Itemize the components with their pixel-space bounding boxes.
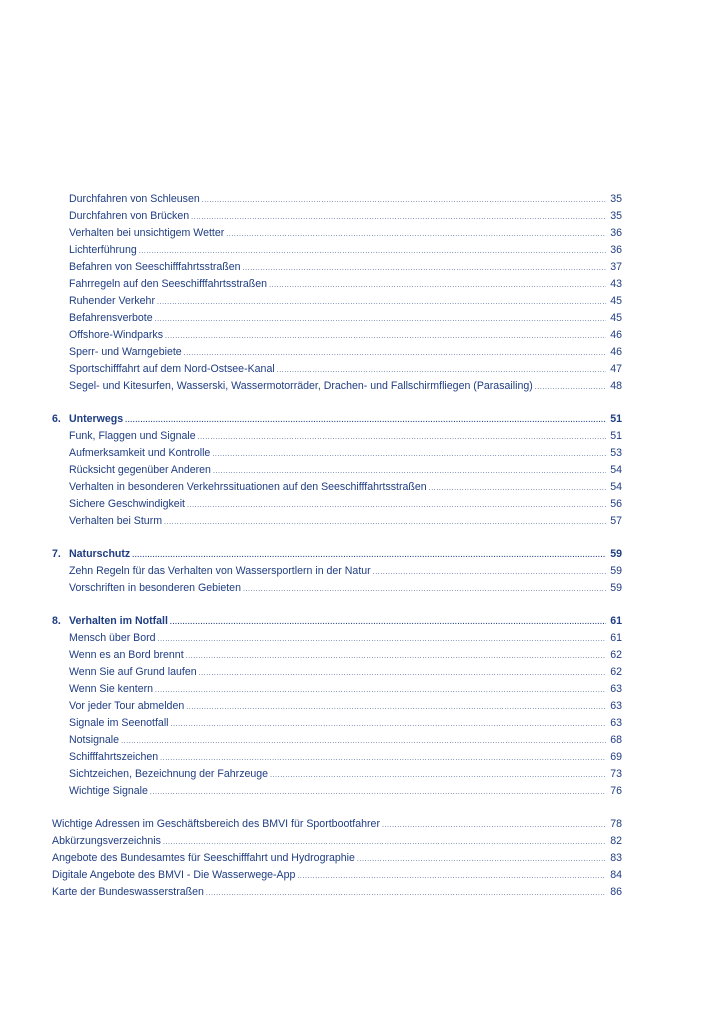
dot-leader	[165, 328, 606, 345]
section-spacer	[52, 395, 622, 411]
dot-leader	[184, 345, 606, 362]
toc-entry-row[interactable]	[52, 681, 622, 698]
toc-entry-page-number: 47	[610, 363, 622, 375]
toc-entry-label: Befahrensverbote	[69, 312, 153, 324]
chapter-number: 6.	[52, 413, 61, 425]
toc-entry-page-number: 78	[610, 818, 622, 830]
toc-entry-page-number: 59	[610, 565, 622, 577]
dot-leader	[213, 463, 606, 480]
toc-entry-label: Schifffahrtszeichen	[69, 751, 159, 763]
dot-leader	[157, 294, 606, 311]
toc-entry-row[interactable]	[52, 664, 622, 681]
toc-entry-page-number: 62	[610, 666, 622, 678]
toc-entry-row[interactable]	[52, 242, 622, 259]
toc-entry-page-number: 46	[610, 329, 622, 341]
dot-leader	[132, 547, 606, 564]
toc-entry-page-number: 68	[610, 734, 622, 746]
toc-entry-label: Ruhender Verkehr	[69, 295, 155, 307]
dot-leader	[277, 362, 606, 379]
dot-leader	[206, 885, 606, 902]
dot-leader	[158, 631, 606, 648]
dot-leader	[191, 209, 606, 226]
toc-entry-row[interactable]	[52, 833, 622, 850]
toc-entry-row[interactable]	[52, 310, 622, 327]
dot-leader	[373, 564, 606, 581]
toc-entry-label: Wichtige Signale	[69, 785, 148, 797]
dot-leader	[186, 699, 606, 716]
toc-entry-page-number: 43	[610, 278, 622, 290]
toc-entry-row[interactable]	[52, 580, 622, 597]
dot-leader	[155, 311, 606, 328]
toc-entry-row[interactable]	[52, 344, 622, 361]
chapter-title: Naturschutz	[69, 548, 131, 560]
toc-entry-row[interactable]	[52, 327, 622, 344]
toc-entry-row[interactable]	[52, 783, 622, 800]
toc-entry-row[interactable]	[52, 259, 622, 276]
dot-leader	[212, 446, 606, 463]
dot-leader	[121, 733, 606, 750]
toc-entry-label: Vorschriften in besonderen Gebieten	[69, 582, 241, 594]
dot-leader	[198, 429, 606, 446]
toc-entry-label: Befahren von Seeschifffahrtsstraßen	[69, 261, 241, 273]
toc-entry-page-number: 37	[610, 261, 622, 273]
toc-entry-page-number: 59	[610, 582, 622, 594]
dot-leader	[171, 716, 606, 733]
toc-entry-page-number: 63	[610, 717, 622, 729]
toc-entry-page-number: 36	[610, 227, 622, 239]
toc-group-chapter	[52, 546, 622, 597]
toc-entry-page-number: 73	[610, 768, 622, 780]
toc-entry-label: Sichtzeichen, Bezeichnung der Fahrzeuge	[69, 768, 269, 780]
toc-entry-row[interactable]	[52, 276, 622, 293]
toc-entry-page-number: 54	[610, 481, 622, 493]
toc-entry-row[interactable]	[52, 732, 622, 749]
toc-entry-page-number: 69	[610, 751, 622, 763]
toc-entry-label: Segel- und Kitesurfen, Wasserski, Wassermotorräder, Drachen- und Fallschirmfliegen (Parasailing)	[69, 380, 533, 392]
toc-entry-label: Verhalten bei unsichtigem Wetter	[69, 227, 225, 239]
toc-entry-row[interactable]	[52, 496, 622, 513]
toc-entry-label: Verhalten in besonderen Verkehrssituationen auf den Seeschifffahrtsstraßen	[69, 481, 427, 493]
toc-entry-label: Notsignale	[69, 734, 120, 746]
table-of-contents	[52, 191, 622, 901]
toc-entry-row[interactable]	[52, 647, 622, 664]
toc-entry-page-number: 61	[610, 632, 622, 644]
toc-entry-row[interactable]	[52, 225, 622, 242]
toc-entry-row[interactable]	[52, 428, 622, 445]
toc-entry-label: Wenn Sie auf Grund laufen	[69, 666, 197, 678]
toc-entry-page-number: 63	[610, 700, 622, 712]
dot-leader	[202, 192, 606, 209]
chapter-number: 8.	[52, 615, 61, 627]
dot-leader	[125, 412, 606, 429]
toc-entry-page-number: 86	[610, 886, 622, 898]
toc-entry-page-number: 45	[610, 295, 622, 307]
toc-entry-label: Sichere Geschwindigkeit	[69, 498, 185, 510]
toc-entry-page-number: 35	[610, 193, 622, 205]
toc-entry-label: Karte der Bundeswasserstraßen	[52, 886, 204, 898]
toc-entry-row[interactable]	[52, 884, 622, 901]
toc-entry-page-number: 46	[610, 346, 622, 358]
dot-leader	[170, 614, 606, 631]
toc-entry-page-number: 48	[610, 380, 622, 392]
dot-leader	[429, 480, 606, 497]
toc-entry-row[interactable]	[52, 445, 622, 462]
section-spacer	[52, 597, 622, 613]
toc-entry-page-number: 45	[610, 312, 622, 324]
toc-entry-page-number: 57	[610, 515, 622, 527]
chapter-page-number: 59	[610, 548, 622, 560]
dot-leader	[155, 682, 606, 699]
toc-entry-row[interactable]	[52, 513, 622, 530]
dot-leader	[357, 851, 606, 868]
toc-entry-row[interactable]	[52, 293, 622, 310]
toc-entry-label: Wichtige Adressen im Geschäftsbereich des BMVI für Sportbootfahrer	[52, 818, 380, 830]
dot-leader	[297, 868, 606, 885]
dot-leader	[139, 243, 606, 260]
dot-leader	[163, 834, 606, 851]
toc-entry-label: Durchfahren von Brücken	[69, 210, 190, 222]
chapter-title: Verhalten im Notfall	[69, 615, 168, 627]
toc-entry-page-number: 53	[610, 447, 622, 459]
toc-entry-label: Angebote des Bundesamtes für Seeschifffahrt und Hydrographie	[52, 852, 355, 864]
toc-entry-row[interactable]	[52, 867, 622, 884]
toc-entry-row[interactable]	[52, 479, 622, 496]
toc-entry-row[interactable]	[52, 715, 622, 732]
toc-entry-page-number: 62	[610, 649, 622, 661]
toc-chapter-row[interactable]	[52, 613, 622, 630]
toc-entry-label: Lichterführung	[69, 244, 137, 256]
toc-group-appendix	[52, 816, 622, 901]
dot-leader	[150, 784, 606, 801]
toc-entry-label: Offshore-Windparks	[69, 329, 164, 341]
toc-entry-page-number: 54	[610, 464, 622, 476]
toc-entry-row[interactable]	[52, 191, 622, 208]
toc-entry-row[interactable]	[52, 563, 622, 580]
toc-chapter-row[interactable]	[52, 411, 622, 428]
toc-entry-label: Verhalten bei Sturm	[69, 515, 163, 527]
toc-entry-row[interactable]	[52, 850, 622, 867]
toc-entry-row[interactable]	[52, 766, 622, 783]
toc-entry-page-number: 63	[610, 683, 622, 695]
dot-leader	[243, 260, 606, 277]
toc-entry-label: Fahrregeln auf den Seeschifffahrtsstraßen	[69, 278, 268, 290]
toc-group-chapter	[52, 613, 622, 800]
toc-chapter-row[interactable]	[52, 546, 622, 563]
toc-entry-label: Rücksicht gegenüber Anderen	[69, 464, 211, 476]
toc-entry-row[interactable]	[52, 361, 622, 378]
dot-leader	[382, 817, 606, 834]
toc-entry-label: Sperr- und Warngebiete	[69, 346, 182, 358]
toc-entry-row[interactable]	[52, 630, 622, 647]
toc-entry-label: Zehn Regeln für das Verhalten von Wassersportlern in der Natur	[69, 565, 371, 577]
toc-entry-page-number: 76	[610, 785, 622, 797]
dot-leader	[199, 665, 606, 682]
toc-entry-page-number: 51	[610, 430, 622, 442]
toc-entry-label: Sportschifffahrt auf dem Nord-Ostsee-Kanal	[69, 363, 275, 375]
dot-leader	[186, 648, 606, 665]
toc-entry-label: Vor jeder Tour abmelden	[69, 700, 185, 712]
toc-entry-row[interactable]	[52, 816, 622, 833]
toc-entry-page-number: 84	[610, 869, 622, 881]
dot-leader	[160, 750, 606, 767]
dot-leader	[243, 581, 606, 598]
toc-group-chapter	[52, 411, 622, 530]
dot-leader	[269, 277, 606, 294]
toc-entry-page-number: 56	[610, 498, 622, 510]
toc-entry-label: Durchfahren von Schleusen	[69, 193, 200, 205]
toc-entry-row[interactable]	[52, 208, 622, 225]
dot-leader	[226, 226, 606, 243]
dot-leader	[187, 497, 606, 514]
toc-entry-row[interactable]	[52, 698, 622, 715]
chapter-page-number: 51	[610, 413, 622, 425]
toc-entry-label: Wenn es an Bord brennt	[69, 649, 184, 661]
toc-entry-label: Abkürzungsverzeichnis	[52, 835, 161, 847]
toc-entry-label: Aufmerksamkeit und Kontrolle	[69, 447, 211, 459]
toc-entry-row[interactable]	[52, 462, 622, 479]
toc-entry-label: Wenn Sie kentern	[69, 683, 154, 695]
toc-entry-label: Signale im Seenotfall	[69, 717, 169, 729]
toc-entry-page-number: 82	[610, 835, 622, 847]
chapter-title: Unterwegs	[69, 413, 124, 425]
toc-entry-label: Digitale Angebote des BMVI - Die Wasserwege-App	[52, 869, 296, 881]
chapter-number: 7.	[52, 548, 61, 560]
toc-entry-page-number: 36	[610, 244, 622, 256]
toc-entry-row[interactable]	[52, 378, 622, 395]
toc-group-continuation	[52, 191, 622, 395]
toc-entry-page-number: 83	[610, 852, 622, 864]
toc-entry-label: Mensch über Bord	[69, 632, 156, 644]
toc-entry-page-number: 35	[610, 210, 622, 222]
toc-entry-label: Funk, Flaggen und Signale	[69, 430, 196, 442]
section-spacer	[52, 800, 622, 816]
dot-leader	[270, 767, 606, 784]
dot-leader	[535, 379, 606, 396]
chapter-page-number: 61	[610, 615, 622, 627]
section-spacer	[52, 530, 622, 546]
dot-leader	[164, 514, 606, 531]
toc-entry-row[interactable]	[52, 749, 622, 766]
